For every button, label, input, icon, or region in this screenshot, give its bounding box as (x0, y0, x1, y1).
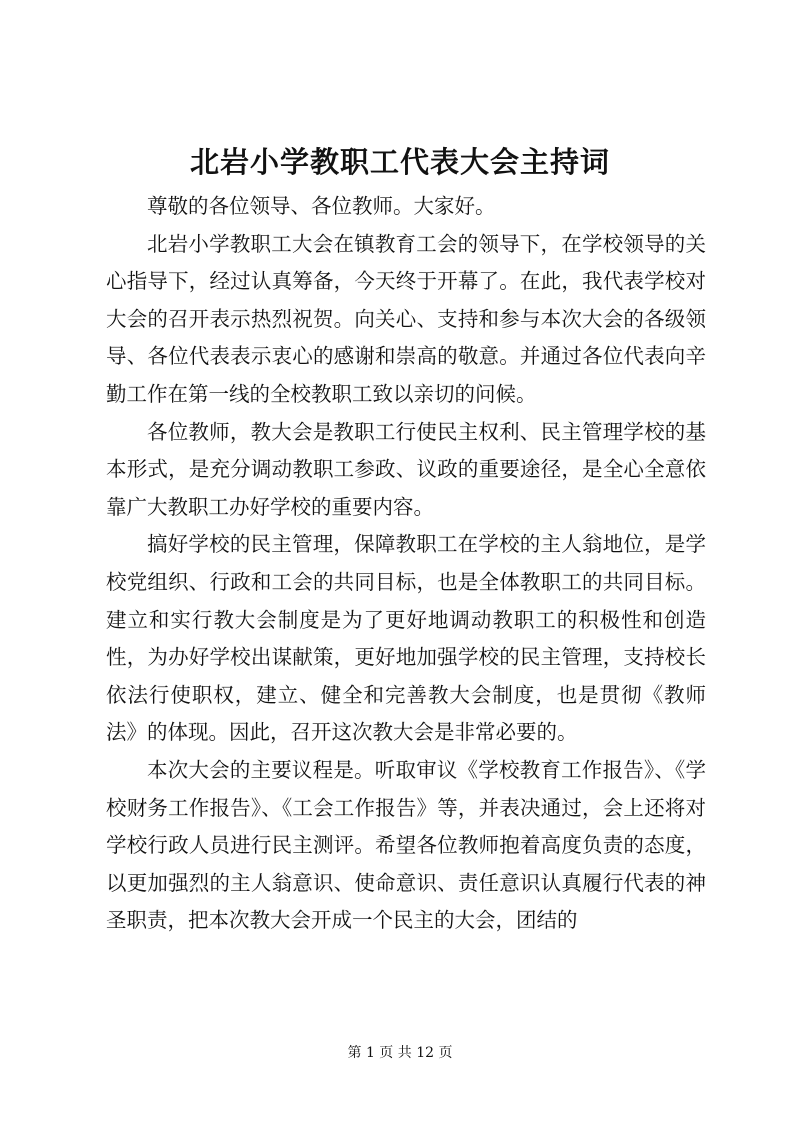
page-footer (0, 1043, 800, 1063)
paragraph-democratic-management: 搞好学校的民主管理，保障教职工在学校的主人翁地位，是学校党组织、行政和工会的共同目标，也是全体教职工的共同目标。建立和实行教大会制度是为了更好地调动教职工的积极性和创造性，为办好学校出谋献策，更好地加强学校的民主管理，支持校长依法行使职权，建立、健全和完善教大会制度，也是贯彻《教师法》的体现。因此，召开这次教大会是非常必要的。 (106, 532, 706, 745)
document-body (106, 188, 706, 940)
paragraph-significance: 各位教师，教大会是教职工行使民主权利、民主管理学校的基本形式，是充分调动教职工参政、议政的重要途径，是全心全意依靠广大教职工办好学校的重要内容。 (106, 419, 706, 519)
page-number-label: 第 1 页 共 12 页 (347, 1045, 453, 1061)
paragraph-agenda: 本次大会的主要议程是。听取审议《学校教育工作报告》、《学校财务工作报告》、《工会工作报告》等，并表决通过，会上还将对学校行政人员进行民主测评。希望各位教师抱着高度负责的态度，以更加强烈的主人翁意识、使命意识、责任意识认真履行代表的神圣职责，把本次教大会开成一个民主的大会，团结的 (106, 757, 706, 933)
document-title: 北岩小学教职工代表大会主持词 (189, 145, 610, 179)
paragraph-opening: 北岩小学教职工大会在镇教育工会的领导下，在学校领导的关心指导下，经过认真筹备，今天终于开幕了。在此，我代表学校对大会的召开表示热烈祝贺。向关心、支持和参与本次大会的各级领导、各位代表表示衷心的感谢和崇高的敬意。并通过各位代表向辛勤工作在第一线的全校教职工致以亲切的问候。 (106, 231, 706, 406)
paragraph-greeting: 尊敬的各位领导、各位教师。大家好。 (147, 194, 496, 218)
